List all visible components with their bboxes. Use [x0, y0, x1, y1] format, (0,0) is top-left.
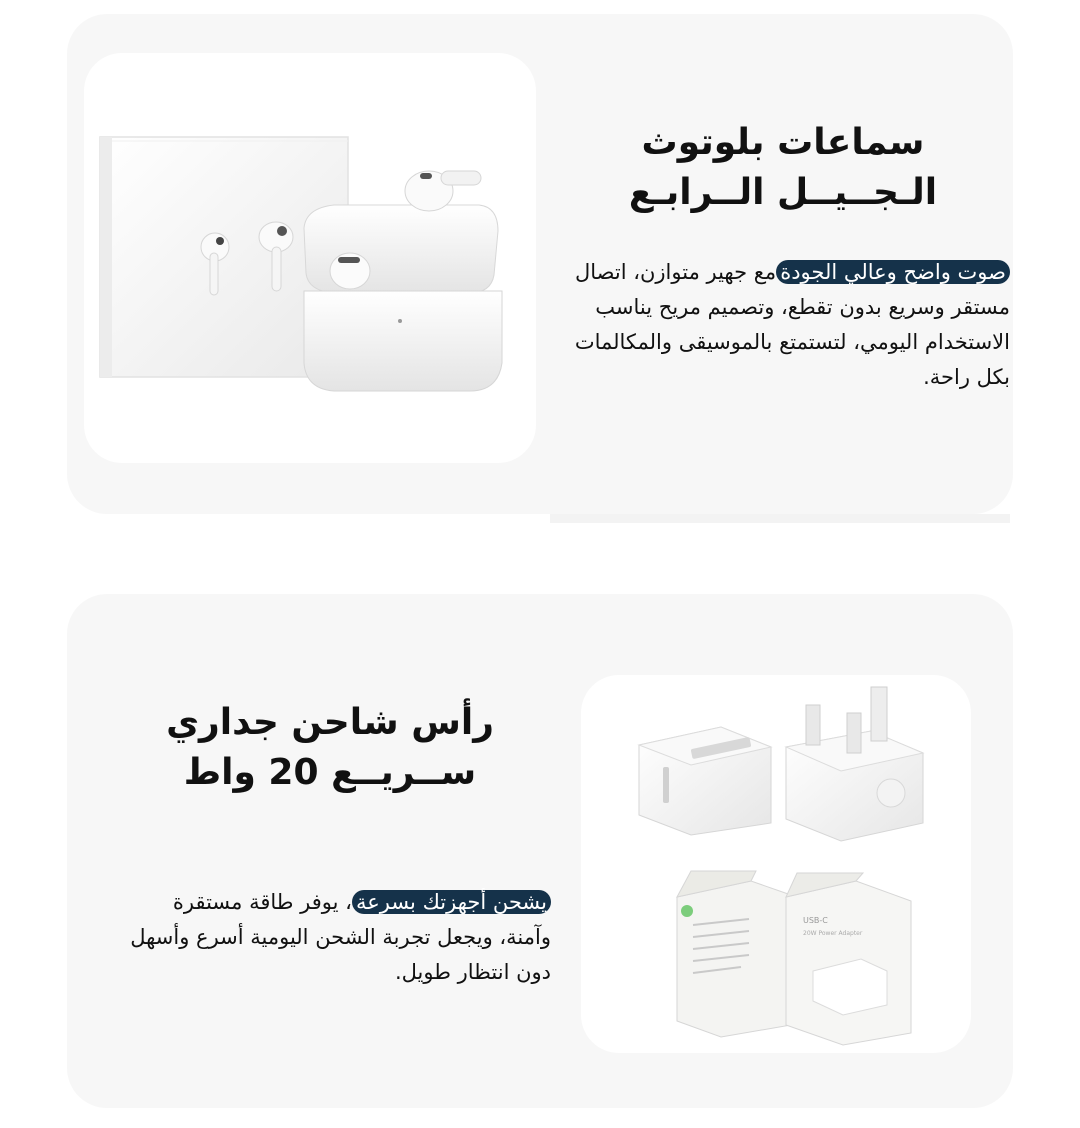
charger-description: يشحن أجهزتك بسرعة، يوفر طاقة مستقرة وآمنة، ويجعل تجربة الشحن اليومية أسرع وأسهل دون انتظار طويل.: [130, 890, 551, 984]
earbuds-highlight: صوت واضح وعالي الجودة: [776, 260, 1010, 284]
charger-product-card: [67, 594, 1013, 1108]
charger-image-box: [581, 675, 971, 1053]
earbuds-title: سماعات بلوتوث الـجــيــل الــرابـع: [628, 122, 938, 213]
charger-title: رأس شاحن جداري ســريــع 20 واط: [166, 702, 494, 793]
card-bottom-strip: [550, 514, 1010, 523]
charger-box-label: USB-C: [803, 916, 828, 925]
earbuds-product-image: [84, 53, 536, 463]
earbuds-image-box: [84, 53, 536, 463]
charger-product-image: [581, 675, 971, 1053]
charger-highlight: يشحن أجهزتك بسرعة: [352, 890, 551, 914]
charger-box-sublabel: 20W Power Adapter: [803, 930, 863, 937]
earbuds-description: صوت واضح وعالي الجودةمع جهير متوازن، اتصال مستقر وسريع بدون تقطع، وتصميم مريح يناسب الاستخدام اليومي، لتستمتع بالموسيقى والمكالمات بكل راحة.: [574, 260, 1010, 389]
